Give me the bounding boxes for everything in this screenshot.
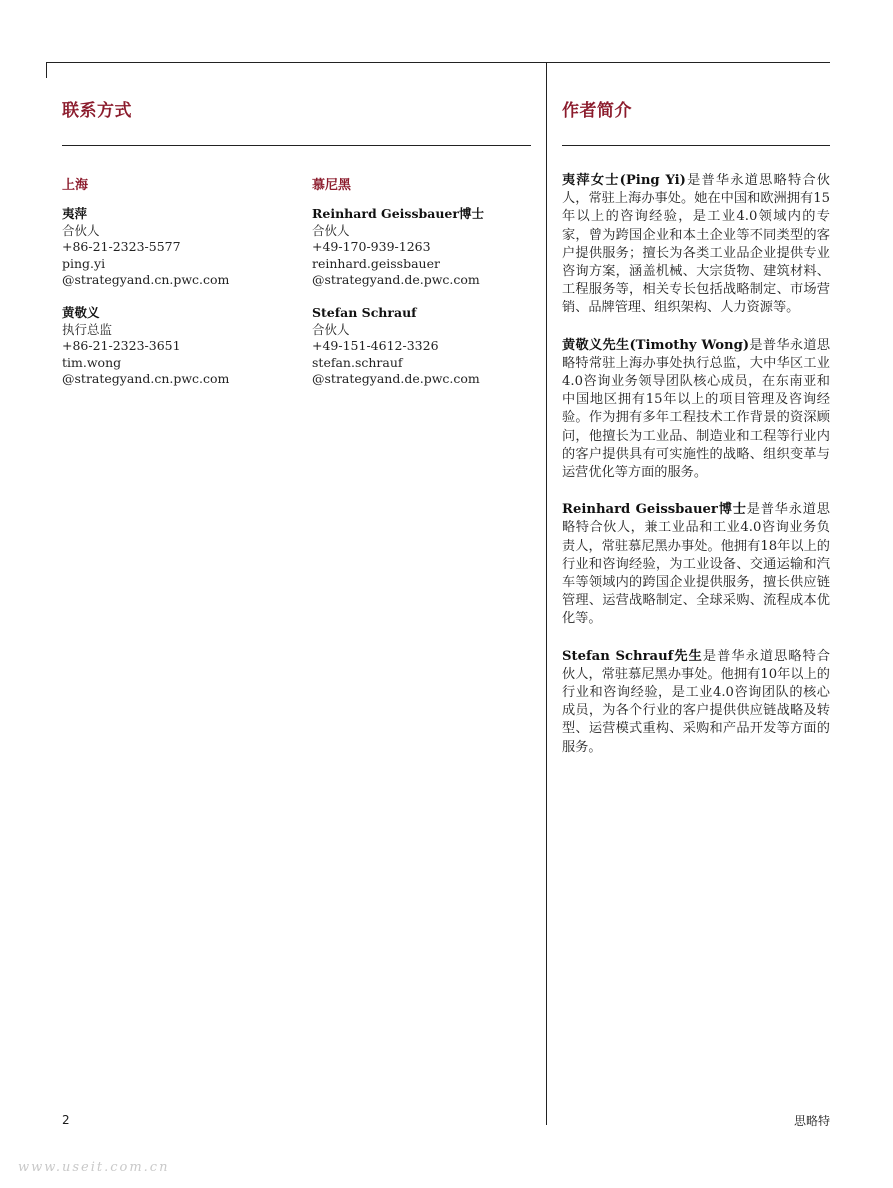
- contact-email-user: ping.yi: [62, 255, 106, 271]
- city-heading-munich: 慕尼黑: [312, 178, 352, 193]
- page-number: 2: [62, 1113, 70, 1127]
- city-heading-shanghai: 上海: [62, 178, 89, 193]
- contact-email-domain: @strategyand.cn.pwc.com: [62, 371, 230, 386]
- contact-title: 合伙人: [62, 222, 100, 238]
- author-bio: [562, 648, 830, 757]
- contact-phone: +86-21-2323-3651: [62, 338, 181, 353]
- author-bio-text: 是普华永道思略特合伙人，兼工业品和工业4.0咨询业务负责人，常驻慕尼黑办事处。他拥有18年以上的行业和咨询经验，为工业设备、交通运输和汽车等领域内的跨国企业提供服务，擅长供应链管理、运营战略制定、全球采购、流程成本优化等。: [562, 502, 830, 627]
- contact-title: 执行总监: [62, 321, 113, 337]
- contact-card: [62, 206, 229, 289]
- author-name: Stefan Schrauf先生: [562, 648, 703, 664]
- contact-title: 合伙人: [312, 222, 350, 238]
- contact-email-domain: @strategyand.de.pwc.com: [312, 272, 480, 287]
- contact-name: 黄敬义: [62, 305, 100, 320]
- contact-email-domain: @strategyand.de.pwc.com: [312, 371, 480, 386]
- authors-section-title: 作者简介: [562, 101, 632, 121]
- contact-card: [62, 305, 229, 388]
- contact-card: [312, 206, 484, 289]
- author-name: Reinhard Geissbauer博士: [562, 502, 747, 518]
- contact-phone: +49-151-4612-3326: [312, 338, 439, 353]
- frame-top-rule: [46, 62, 830, 63]
- contact-title: 合伙人: [312, 321, 350, 337]
- contact-name: 夷萍: [62, 206, 88, 221]
- author-bio-text: 是普华永道思略特合伙人，常驻上海办事处。她在中国和欧洲拥有15年以上的咨询经验，是工业4.0领域内的专家，曾为跨国企业和本土企业等不同类型的客户提供服务；擅长为各类工业品企业提供专业咨询方案，涵盖机械、大宗货物、建筑材料、工程服务等，相关专长包括战略制定、市场营销、品牌管理、组织架构、人力资源等。: [562, 173, 830, 316]
- authors-title-rule: [562, 145, 830, 146]
- contact-phone: +49-170-939-1263: [312, 239, 431, 254]
- author-bio-text: 是普华永道思略特合伙人，常驻慕尼黑办事处。他拥有10年以上的行业和咨询经验，是工业4.0咨询团队的核心成员，为各个行业的客户提供供应链战略及转型、运营模式重构、采购和产品开发等方面的服务。: [562, 648, 830, 755]
- author-bio-text: 是普华永道思略特常驻上海办事处执行总监，大中华区工业4.0咨询业务领导团队核心成员，在东南亚和中国地区拥有15年以上的项目管理及咨询经验。作为拥有多年工程技术工作背景的资深顾问，他擅长为工业品、制造业和工程等行业内的客户提供具有可实施性的战略、组织变革与运营优化等方面的服务。: [562, 337, 831, 481]
- contacts-section-title: 联系方式: [62, 101, 132, 121]
- contact-name: Stefan Schrauf: [312, 305, 417, 320]
- site-watermark: www.useit.com.cn: [18, 1160, 170, 1175]
- author-bios: [562, 172, 830, 776]
- frame-corner-tick: [46, 62, 47, 78]
- contact-card: [312, 305, 480, 388]
- author-bio: [562, 501, 830, 628]
- contact-phone: +86-21-2323-5577: [62, 239, 181, 254]
- author-name: 黄敬义先生(Timothy Wong): [562, 337, 750, 353]
- author-bio: [562, 172, 830, 318]
- contact-email-user: reinhard.geissbauer: [312, 255, 440, 271]
- contact-name: Reinhard Geissbauer博士: [312, 206, 484, 221]
- contact-email-user: tim.wong: [62, 354, 122, 370]
- contact-email-user: stefan.schrauf: [312, 354, 403, 370]
- author-bio: [562, 337, 830, 483]
- contacts-title-rule: [62, 145, 531, 146]
- author-name: 夷萍女士(Ping Yi): [562, 173, 686, 188]
- footer-brand: 思略特: [793, 1114, 830, 1128]
- column-divider: [546, 62, 547, 1125]
- contact-email-domain: @strategyand.cn.pwc.com: [62, 272, 230, 287]
